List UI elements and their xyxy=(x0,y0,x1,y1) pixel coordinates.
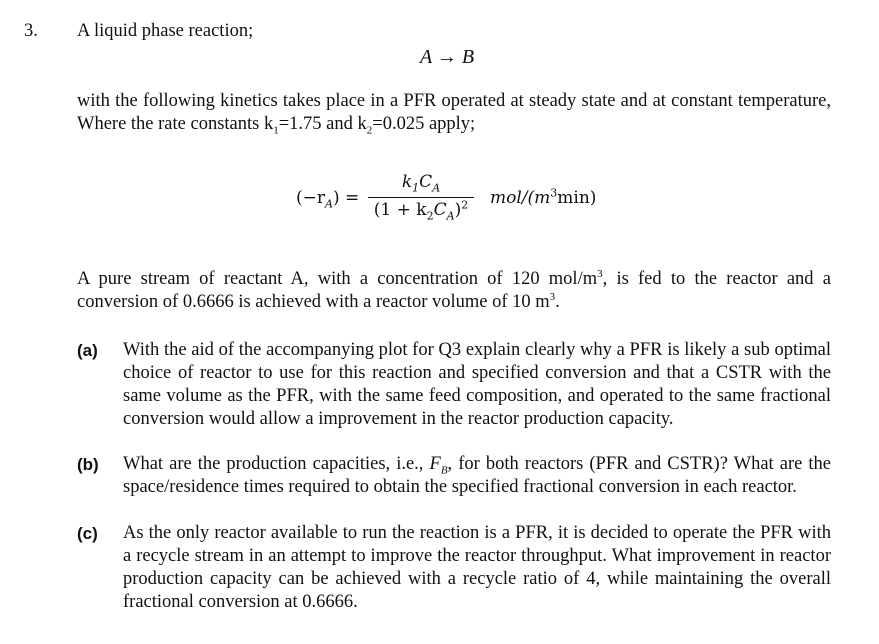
units-end: min) xyxy=(557,188,597,208)
num-k-sub: 1 xyxy=(412,181,420,195)
part-c-text: As the only reactor available to run the reaction is a PFR, it is decided to operate the PFR with a recycle stream in an attempt to improve the reactor throughput. What improvement in reactor production capacity can be achieved with a recycle ratio of 4, while maintaining the overall fractional conversion at 0.6666. xyxy=(123,523,831,612)
feed-text-2: , is fed to the reactor and a conversion of 0.6666 is achieved with a reactor volume of 10 m xyxy=(77,269,831,312)
rate-lhs-close: ) = xyxy=(332,188,360,208)
part-b-text-2: , for both reactors (PFR and CSTR)? What are the space/residence times required to obtain the specified fractional conversion in each reactor. xyxy=(123,454,831,497)
k1-subscript: 1 xyxy=(273,124,279,137)
part-b-label: (b) xyxy=(77,455,99,474)
rate-law-formula xyxy=(296,172,656,226)
part-a-text: With the aid of the accompanying plot for Q3 explain clearly why a PFR is likely a sub optimal choice of reactor to use for this reaction and specified conversion and that a CSTR with the same volume as the PFR, with the same feed composition, and operated to the same fractional conversion would allow a improvement in the reactor production capacity. xyxy=(123,340,831,429)
feed-sup-1: 3 xyxy=(597,267,603,280)
kinetics-text: with the following kinetics takes place in a PFR operated at steady state and at constant temperature, Where the rate constants k xyxy=(77,91,831,134)
question-intro: A liquid phase reaction; xyxy=(77,21,254,41)
part-b-text-1: What are the production capacities, i.e., xyxy=(123,454,430,474)
feed-sup-2: 3 xyxy=(549,290,556,303)
fraction-bar xyxy=(368,197,474,198)
units-text: mol/(m xyxy=(490,188,551,208)
rate-lhs xyxy=(296,188,360,211)
rate-lhs-sub: A xyxy=(325,197,333,211)
k1-value: =1.75 and k xyxy=(278,114,367,134)
question-number: 3. xyxy=(24,21,38,41)
den-c-sub: A xyxy=(446,209,455,223)
k2-subscript: 2 xyxy=(366,124,373,137)
num-c-sub: A xyxy=(432,181,441,195)
k2-value: =0.025 apply; xyxy=(372,114,476,134)
num-c: C xyxy=(419,172,433,192)
part-a-label: (a) xyxy=(77,341,98,360)
part-b-fb-sub: B xyxy=(440,464,448,477)
kinetics-paragraph xyxy=(77,90,831,136)
units-sup: 3 xyxy=(550,186,558,200)
part-b-fb: F xyxy=(429,454,441,474)
feed-text-3: . xyxy=(555,292,560,312)
den-open: (1 + k xyxy=(373,200,427,220)
den-c: C xyxy=(433,200,447,220)
feed-text-1: A pure stream of reactant A, with a concentration of 120 mol/m xyxy=(77,269,598,289)
reaction-equation: A → B xyxy=(420,46,475,68)
feed-paragraph xyxy=(77,268,831,314)
den-close: ) xyxy=(454,200,462,220)
den-sup: 2 xyxy=(461,198,469,212)
num-k: k xyxy=(401,172,413,192)
part-c-label: (c) xyxy=(77,524,98,543)
den-k-sub: 2 xyxy=(426,209,434,223)
rate-lhs-open: (−r xyxy=(296,188,326,208)
rate-numerator xyxy=(368,172,474,196)
part-b-text xyxy=(123,453,831,499)
rate-units xyxy=(490,188,596,208)
rate-fraction xyxy=(368,172,474,223)
rate-denominator xyxy=(368,198,474,223)
